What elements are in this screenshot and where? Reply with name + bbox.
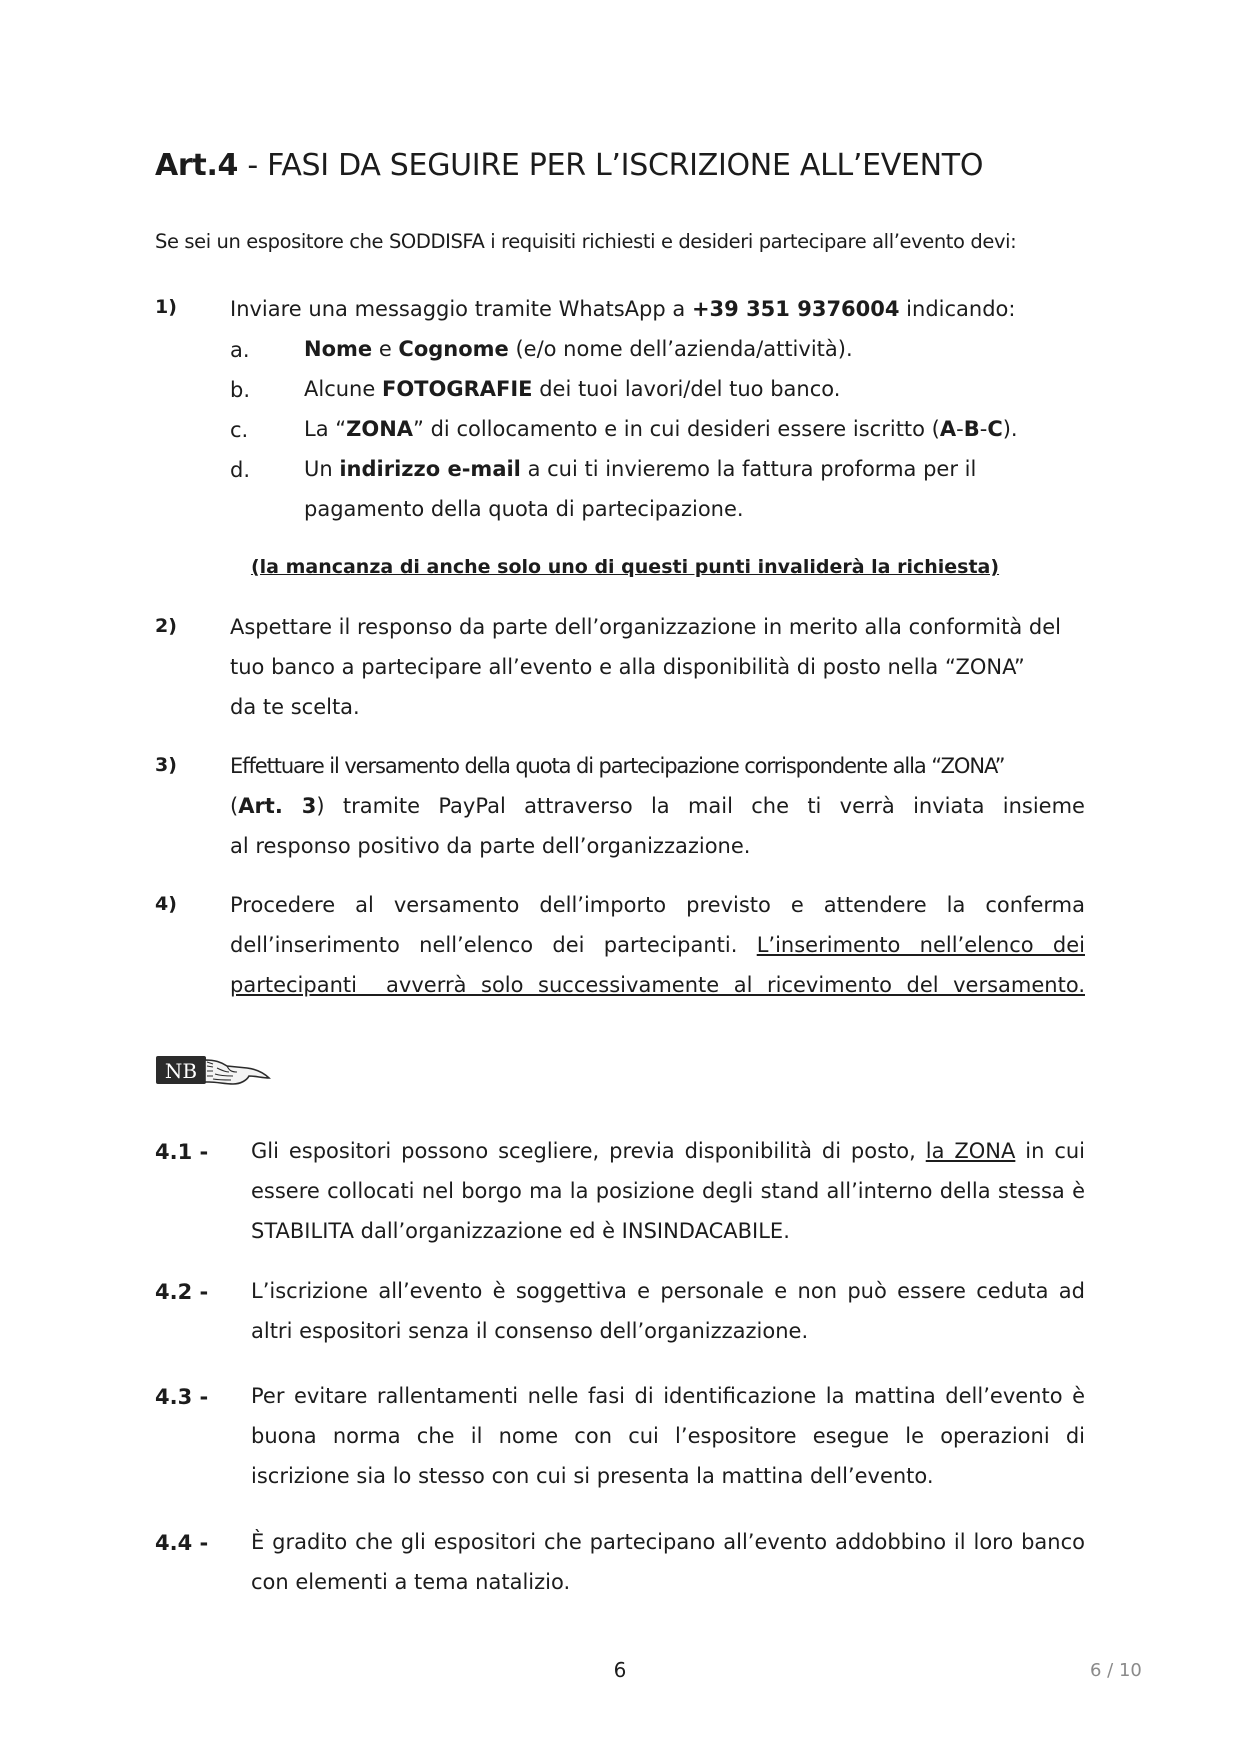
nb-item-2-text: L’iscrizione all’evento è soggettiva e personale e non può essere ceduta ad altri espositori senza il consenso dell’organizzazione.	[251, 1279, 1085, 1343]
step-2-line1: Aspettare il responso da parte dell’organizzazione in merito alla conformità del	[230, 615, 1061, 639]
item-c-text: La “ZONA” di collocamento e in cui desideri essere iscritto (A-B-C).	[304, 417, 1018, 441]
step-1-number: 1)	[155, 296, 177, 318]
intro-paragraph: Se sei un espositore che SODDISFA i requisiti richiesti e desideri partecipare all’evento devi:	[155, 230, 1017, 253]
pointing-hand-icon	[155, 1052, 275, 1092]
step-4-line1: Procedere al versamento dell’importo previsto e attendere la conferma	[230, 893, 1085, 917]
step-3-number: 3)	[155, 754, 177, 776]
item-d-text-line2: pagamento della quota di partecipazione.	[304, 497, 744, 521]
step-3-line2: (Art. 3) tramite PayPal attraverso la mail che ti verrà inviata insieme	[230, 794, 1085, 818]
item-b-text: Alcune FOTOGRAFIE dei tuoi lavori/del tuo banco.	[304, 377, 841, 401]
nb-item-1-text: Gli espositori possono scegliere, previa disponibilità di posto, la ZONA in cui essere collocati nel borgo ma la posizione degli stand all’interno della stessa è STABILITA dall’organizzazione ed è INSINDACABILE.	[251, 1139, 1086, 1243]
step-4-number: 4)	[155, 893, 177, 915]
step-2-line2: tuo banco a partecipare all’evento e alla disponibilità di posto nella “ZONA”	[230, 655, 1025, 679]
title-text: - FASI DA SEGUIRE PER L’ISCRIZIONE ALL’EVENTO	[238, 148, 984, 183]
step-4-line2: dell’inserimento nell’elenco dei partecipanti. L’inserimento nell’elenco dei	[230, 933, 1085, 957]
section-title	[155, 148, 983, 183]
nb-badge	[155, 1052, 275, 1096]
item-a-text: Nome e Cognome (e/o nome dell’azienda/attività).	[304, 337, 853, 361]
nb-item-1-number: 4.1 -	[155, 1140, 209, 1164]
nb-badge-label: NB	[164, 1059, 198, 1083]
nb-item-4-text: È gradito che gli espositori che partecipano all’evento addobbino il loro banco con elementi a tema natalizio.	[251, 1530, 1085, 1594]
step-4-line3: partecipanti avverrà solo successivamente al ricevimento del versamento.	[230, 973, 1085, 997]
whatsapp-phone: +39 351 9376004	[691, 297, 900, 321]
item-d-letter: d.	[230, 458, 251, 482]
step-3-line3: al responso positivo da parte dell’organizzazione.	[230, 834, 751, 858]
step-3-line1: Effettuare il versamento della quota di partecipazione corrispondente alla “ZONA”	[230, 754, 1005, 778]
item-b-letter: b.	[230, 378, 251, 402]
item-c-letter: c.	[230, 418, 249, 442]
nb-item-2-number: 4.2 -	[155, 1280, 209, 1304]
warning-note: (la mancanza di anche solo uno di questi punti invaliderà la richiesta)	[250, 556, 1000, 578]
step-1-text: Inviare una messaggio tramite WhatsApp a +39 351 9376004 indicando:	[230, 297, 1016, 321]
nb-item-4-number: 4.4 -	[155, 1531, 209, 1555]
page-count: 6 / 10	[1090, 1660, 1142, 1681]
title-article: Art.4	[155, 148, 239, 183]
page-number: 6	[613, 1658, 627, 1682]
step-2-number: 2)	[155, 615, 177, 637]
item-d-text: Un indirizzo e-mail a cui ti invieremo la fattura proforma per il	[304, 457, 977, 481]
nb-item-3-text: Per evitare rallentamenti nelle fasi di identificazione la mattina dell’evento è buona norma che il nome con cui l’espositore esegue le operazioni di iscrizione sia lo stesso con cui si presenta la mattina dell’evento.	[251, 1384, 1085, 1488]
step-2-line3: da te scelta.	[230, 695, 360, 719]
nb-item-3-number: 4.3 -	[155, 1385, 209, 1409]
item-a-letter: a.	[230, 338, 250, 362]
